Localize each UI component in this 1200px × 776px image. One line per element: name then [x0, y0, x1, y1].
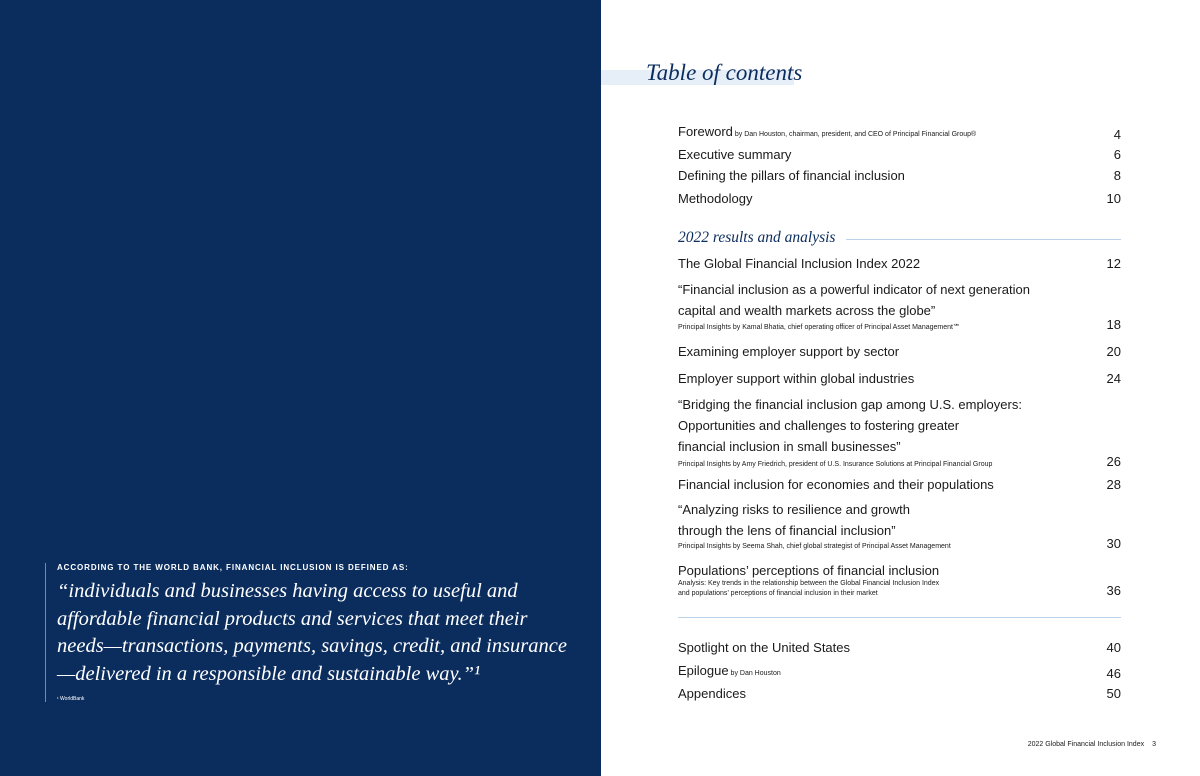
page-number: 18: [1106, 317, 1121, 332]
toc-entry-analyzing-risks[interactable]: [678, 499, 1121, 552]
entry-line: “Financial inclusion as a powerful indicator of next generation: [678, 282, 1030, 297]
toc-entry-defining-pillars[interactable]: [678, 167, 1121, 184]
page-footer: [1028, 741, 1156, 748]
toc-entry-bridging-gap[interactable]: [678, 394, 1121, 470]
entry-label: Employer support within global industries: [678, 371, 915, 386]
section-divider: [678, 617, 1121, 618]
toc-entry-global-index[interactable]: [678, 255, 1121, 272]
page-number: 20: [1106, 344, 1121, 359]
entry-label: Appendices: [678, 686, 746, 701]
table-of-contents-panel: [601, 0, 1200, 776]
entry-line: Opportunities and challenges to fostering greater: [678, 418, 960, 433]
section-heading: [678, 229, 1121, 249]
quote-footnote: ¹ WorldBank: [57, 696, 85, 702]
quote-eyebrow: ACCORDING TO THE WORLD BANK, FINANCIAL INCLUSION IS DEFINED AS:: [57, 563, 409, 572]
footer-page-number: 3: [1152, 741, 1156, 748]
page-number: 6: [1113, 147, 1121, 162]
entry-line: capital and wealth markets across the globe”: [678, 303, 936, 318]
entry-line: financial inclusion in small businesses”: [678, 439, 901, 454]
entry-label: Defining the pillars of financial inclusion: [678, 168, 905, 183]
entry-label: Financial inclusion for economies and their populations: [678, 477, 994, 492]
page-number: 30: [1106, 536, 1121, 551]
entry-subline: Principal Insights by Seema Shah, chief global strategist of Principal Asset Management: [678, 543, 951, 550]
entry-label: Methodology: [678, 191, 753, 206]
entry-subline: Analysis: Key trends in the relationship between the Global Financial Inclusion Index: [678, 580, 940, 587]
toc-entry-employer-support-industries[interactable]: [678, 370, 1121, 387]
entry-line: “Analyzing risks to resilience and growth: [678, 502, 910, 517]
toc-entry-foreword[interactable]: [678, 123, 1121, 143]
entry-subline: and populations’ perceptions of financial inclusion in their market: [678, 590, 878, 597]
entry-label: Epilogue: [678, 663, 729, 678]
page-number: 40: [1106, 640, 1121, 655]
section-rule: [846, 239, 1121, 240]
toc-entry-powerful-indicator[interactable]: [678, 279, 1121, 333]
entry-line: through the lens of financial inclusion”: [678, 523, 896, 538]
toc-entry-populations-perceptions[interactable]: [678, 563, 1121, 599]
entry-label: Executive summary: [678, 147, 792, 162]
toc-entry-appendices[interactable]: [678, 685, 1121, 702]
entry-byline: by Dan Houston, chairman, president, and CEO of Principal Financial Group®: [732, 131, 977, 138]
page-number: 10: [1106, 191, 1121, 206]
entry-subline: Principal Insights by Amy Friedrich, president of U.S. Insurance Solutions at Principal Financial Group: [678, 461, 993, 468]
entry-label: The Global Financial Inclusion Index 2022: [678, 256, 921, 271]
page-number: 50: [1106, 686, 1121, 701]
entry-label: Spotlight on the United States: [678, 640, 851, 655]
toc-entry-employer-support-sector[interactable]: [678, 343, 1121, 360]
entry-subline: Principal Insights by Kamal Bhatia, chief operating officer of Principal Asset Management℠: [678, 324, 961, 331]
quote-text: “individuals and businesses having access to useful and affordable financial products and services that meet their needs—transactions, payments, savings, credit, and insurance—delivered in a responsible and sustainable way.”¹: [57, 580, 567, 685]
definition-quote: [45, 563, 577, 702]
footer-title: 2022 Global Financial Inclusion Index: [1027, 741, 1145, 748]
entry-line: “Bridging the financial inclusion gap among U.S. employers:: [678, 397, 1022, 412]
toc-entry-spotlight-us[interactable]: [678, 639, 1121, 656]
page-number: 36: [1106, 583, 1121, 598]
toc-title: Table of contents: [646, 60, 803, 85]
toc-entry-epilogue[interactable]: [678, 662, 1121, 682]
entry-label: Examining employer support by sector: [678, 344, 900, 359]
entry-byline: by Dan Houston: [728, 670, 781, 677]
toc-entry-executive-summary[interactable]: [678, 146, 1121, 163]
page-number: 46: [1106, 666, 1121, 681]
entry-label: Populations’ perceptions of financial inclusion: [678, 563, 940, 578]
toc-entry-economies-populations[interactable]: [678, 476, 1121, 493]
section-title: 2022 results and analysis: [678, 229, 843, 247]
page-number: 12: [1106, 256, 1121, 271]
page-number: 8: [1113, 168, 1121, 183]
toc-entry-methodology[interactable]: [678, 190, 1121, 207]
page-number: 24: [1106, 371, 1121, 386]
page-number: 26: [1106, 454, 1121, 469]
entry-label: Foreword: [678, 124, 733, 139]
page-number: 28: [1106, 477, 1121, 492]
page-number: 4: [1113, 127, 1121, 142]
